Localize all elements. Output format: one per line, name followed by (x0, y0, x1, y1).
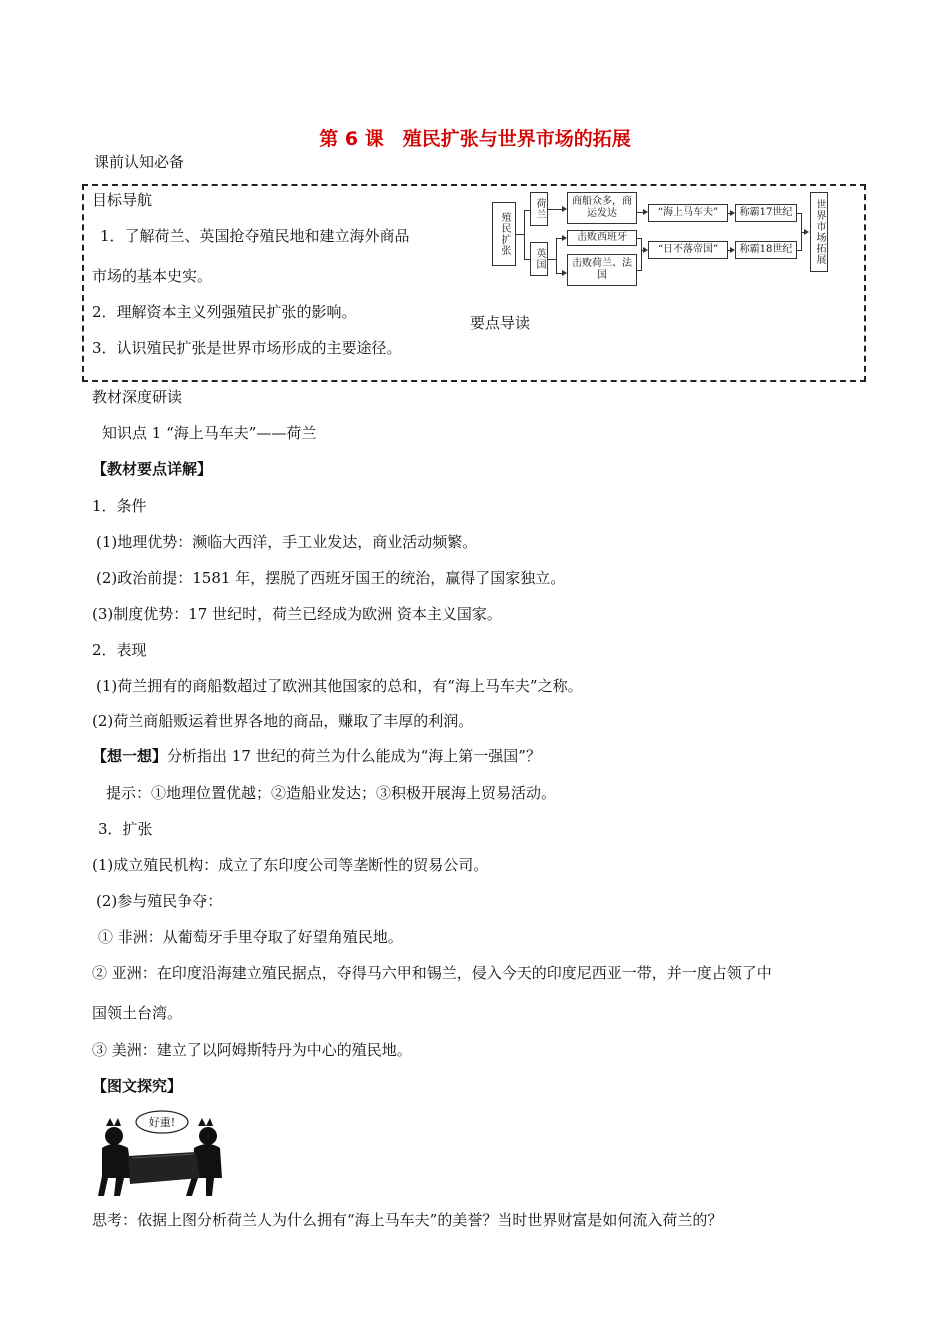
goal-item-3: 3．认识殖民扩张是世界市场形成的主要途径。 (92, 339, 402, 357)
expansion-2b-line1: ② 亚洲：在印度沿海建立殖民据点，夺得马六甲和锡兰，侵入今天的印度尼西亚一带，并一度占领了中 (92, 964, 772, 982)
condition-1: (1)地理优势：濒临大西洋，手工业发达，商业活动频繁。 (96, 533, 478, 551)
goals-heading: 目标导航 (92, 191, 153, 209)
condition-2: (2)政治前提：1581 年，摆脱了西班牙国王的统治，赢得了国家独立。 (96, 569, 566, 587)
performance-1: (1)荷兰拥有的商船数超过了欧洲其他国家的总和，有“海上马车夫”之称。 (96, 677, 583, 695)
diagram-caption: 要点导读 (470, 314, 531, 332)
goal-item-2: 2．理解资本主义列强殖民扩张的影响。 (92, 303, 357, 321)
conditions-heading: 1．条件 (92, 497, 147, 515)
knowledge-point-1: 知识点 1 “海上马车夫”——荷兰 (102, 424, 317, 442)
expansion-heading: 3．扩张 (98, 820, 153, 838)
hint-text: 提示：①地理位置优越；②造船业发达；③积极开展海上贸易活动。 (106, 784, 557, 802)
diagram-nl-era: 称霸17世纪 (735, 204, 797, 222)
diagram-britain: 英国 (530, 242, 548, 276)
think-label: 【想一想】 (92, 747, 168, 765)
lesson-title: 第 6 课 殖民扩张与世界市场的拓展 (319, 128, 631, 150)
expansion-2c: ③ 美洲：建立了以阿姆斯特丹为中心的殖民地。 (92, 1041, 412, 1059)
diagram-uk-title: “日不落帝国” (648, 241, 728, 259)
performance-heading: 2．表现 (92, 641, 147, 659)
expansion-2b-line2: 国领土台湾。 (92, 1004, 183, 1022)
diagram-nl-title: “海上马车夫” (648, 204, 728, 222)
diagram-result: 世界市场拓展 (810, 192, 828, 272)
cartoon-image (92, 1108, 232, 1204)
pre-class-label: 课前认知必备 (94, 153, 185, 171)
goal-item-1b: 市场的基本史实。 (92, 267, 213, 285)
think-text: 分析指出 17 世纪的荷兰为什么能成为“海上第一强国”？ (167, 747, 541, 765)
diagram-uk-step1: 击败西班牙 (567, 230, 637, 246)
expansion-2: (2)参与殖民争夺： (96, 892, 223, 910)
diagram-uk-era: 称霸18世纪 (735, 241, 797, 259)
cartoon-bubble-text: 好重! (148, 1116, 176, 1129)
diagram-root: 殖民扩张 (492, 202, 516, 266)
section-study: 教材深度研读 (92, 388, 183, 406)
think-block (92, 746, 541, 766)
diagram-uk-step2: 击败荷兰、法国 (567, 254, 637, 286)
think-question: 思考：依据上图分析荷兰人为什么拥有“海上马车夫”的美誉？当时世界财富是如何流入荷兰的？ (92, 1211, 723, 1229)
diagram-netherlands: 荷兰 (530, 192, 548, 226)
explain-heading: 【教材要点详解】 (92, 460, 213, 478)
expansion-2a: ① 非洲：从葡萄牙手里夺取了好望角殖民地。 (98, 928, 403, 946)
picture-heading: 【图文探究】 (92, 1077, 183, 1095)
goal-item-1a: 1．了解荷兰、英国抢夺殖民地和建立海外商品 (100, 227, 410, 245)
performance-2: (2)荷兰商船贩运着世界各地的商品，赚取了丰厚的利润。 (92, 712, 474, 730)
diagram-nl-trait: 商船众多，商运发达 (567, 192, 637, 224)
expansion-1: (1)成立殖民机构：成立了东印度公司等垄断性的贸易公司。 (92, 856, 489, 874)
condition-3: (3)制度优势：17 世纪时，荷兰已经成为欧洲 资本主义国家。 (92, 605, 502, 623)
